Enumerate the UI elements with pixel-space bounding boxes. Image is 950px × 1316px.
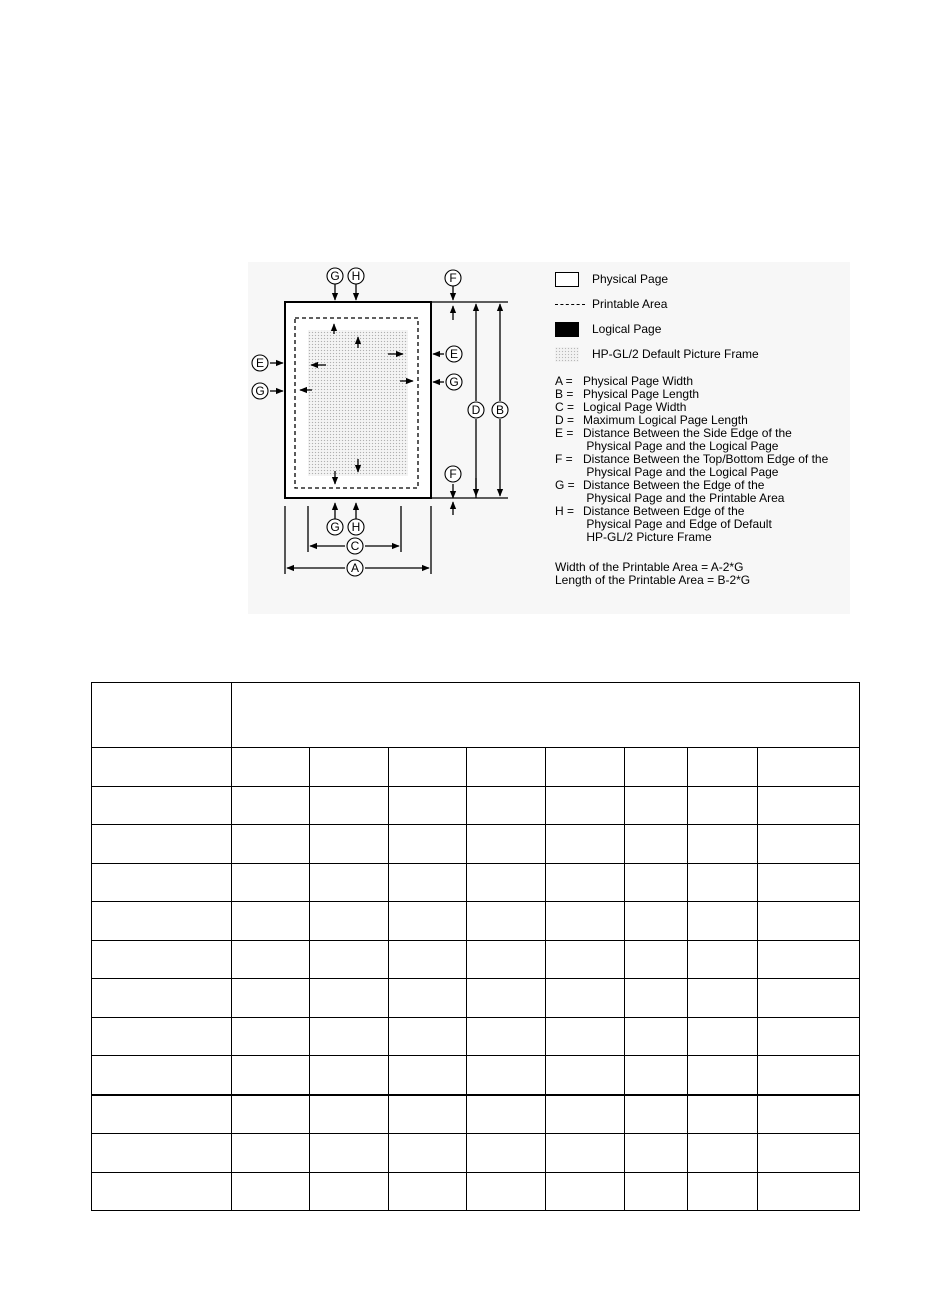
table-row (92, 863, 860, 902)
callout-g-left (252, 383, 268, 399)
table-cell (310, 825, 389, 864)
table-cell (389, 1056, 467, 1095)
table-cell (310, 940, 389, 979)
table-cell (389, 1134, 467, 1173)
table-cell (688, 863, 758, 902)
table-row (92, 748, 860, 787)
table-cell (688, 1172, 758, 1211)
callout-g-bottom (327, 519, 343, 535)
table-cell (389, 1095, 467, 1134)
table-cell (389, 1172, 467, 1211)
formulas (555, 561, 855, 587)
table-cell (389, 979, 467, 1018)
callout-e-left (252, 355, 268, 371)
table-row-label (92, 1172, 232, 1211)
table-cell (232, 1134, 310, 1173)
table-cell (688, 825, 758, 864)
table-cell (546, 1095, 625, 1134)
legend-item-logical-page (555, 320, 855, 345)
table-cell (310, 863, 389, 902)
table-cell (625, 940, 688, 979)
table-cell (758, 902, 860, 941)
svg-text:E: E (449, 347, 459, 361)
table-row-label (92, 979, 232, 1018)
callout-c (347, 538, 363, 554)
table-cell (546, 940, 625, 979)
table-cell (467, 748, 546, 787)
table-row-label (92, 1017, 232, 1056)
table-cell (310, 1017, 389, 1056)
table-cell (232, 940, 310, 979)
table-cell (688, 940, 758, 979)
page-dimension-diagram (248, 262, 548, 614)
table-row-label (92, 1134, 232, 1173)
table-cell (758, 979, 860, 1018)
formula-length: Length of the Printable Area = B-2*G (555, 573, 751, 587)
definition-c: C = Logical Page Width (555, 400, 687, 414)
definition-b: B = Physical Page Length (555, 387, 700, 401)
table-row (92, 1017, 860, 1056)
table-row (92, 979, 860, 1018)
legend-item-picture-frame (555, 345, 855, 370)
table-row-label (92, 1056, 232, 1095)
table-cell (389, 1017, 467, 1056)
table-row (92, 825, 860, 864)
svg-text:G: G (330, 520, 340, 534)
svg-text:A: A (350, 561, 360, 575)
table-cell (688, 902, 758, 941)
table-header-cell (92, 683, 232, 748)
table-cell (467, 1017, 546, 1056)
table-cell (389, 786, 467, 825)
table-row (92, 940, 860, 979)
svg-text:F: F (449, 271, 457, 285)
table-cell (467, 1056, 546, 1095)
svg-text:F: F (449, 467, 457, 481)
table-cell (758, 1056, 860, 1095)
table-cell (389, 748, 467, 787)
table-cell (758, 1017, 860, 1056)
table-cell (310, 748, 389, 787)
svg-text:H: H (351, 520, 361, 534)
table-cell (758, 825, 860, 864)
table-cell (232, 979, 310, 1018)
logical-page-swatch (555, 322, 579, 337)
table-cell (546, 979, 625, 1018)
table-cell (232, 863, 310, 902)
table-cell (688, 1056, 758, 1095)
picture-frame-area (308, 330, 408, 476)
table-cell (389, 863, 467, 902)
table-cell (546, 825, 625, 864)
table-cell (389, 940, 467, 979)
table-cell (758, 1095, 860, 1134)
callout-f-top (445, 270, 461, 286)
table-cell (467, 902, 546, 941)
svg-text:H: H (351, 269, 361, 283)
table-cell (688, 1095, 758, 1134)
table-cell (467, 1095, 546, 1134)
svg-text:C: C (350, 539, 360, 553)
table-cell (310, 979, 389, 1018)
svg-text:E: E (255, 356, 265, 370)
table-cell (758, 940, 860, 979)
callout-g-top (327, 268, 343, 284)
table-row-label (92, 786, 232, 825)
table-row-label (92, 1095, 232, 1134)
table-cell (232, 1172, 310, 1211)
table-row (92, 902, 860, 941)
table-cell (546, 1172, 625, 1211)
legend-item-printable-area (555, 295, 855, 320)
table-row-label (92, 825, 232, 864)
table-cell (758, 748, 860, 787)
table-cell (625, 863, 688, 902)
picture-frame-swatch (555, 347, 579, 362)
table-cell (232, 786, 310, 825)
table-cell (467, 940, 546, 979)
table-cell (625, 1095, 688, 1134)
table-cell (758, 1134, 860, 1173)
table-cell (467, 1172, 546, 1211)
table-cell (389, 902, 467, 941)
table-cell (625, 1056, 688, 1095)
table-cell (467, 1134, 546, 1173)
table-row (92, 1095, 860, 1134)
legend-label: Printable Area (592, 297, 668, 311)
svg-text:G: G (255, 384, 265, 398)
table-cell (625, 902, 688, 941)
table-cell (625, 979, 688, 1018)
callout-b (492, 402, 508, 418)
callout-f-bottom (445, 466, 461, 482)
table-cell (310, 902, 389, 941)
legend-label: HP-GL/2 Default Picture Frame (592, 347, 759, 361)
callout-a (347, 560, 363, 576)
table-cell (688, 1134, 758, 1173)
table-cell (310, 1172, 389, 1211)
table-cell (467, 979, 546, 1018)
table-cell (688, 979, 758, 1018)
printable-area-swatch (555, 304, 585, 305)
dimensions-table (91, 682, 860, 1211)
table-cell (625, 1017, 688, 1056)
definition-e: E = Distance Between the Side Edge of the Physical Page and the Logical Page (555, 426, 792, 453)
formula-width: Width of the Printable Area = A-2*G (555, 560, 744, 574)
callout-h-top (348, 268, 364, 284)
table-cell (232, 1017, 310, 1056)
table-cell (310, 1134, 389, 1173)
legend-item-physical-page (555, 270, 855, 295)
definition-d: D = Maximum Logical Page Length (555, 413, 748, 427)
definition-f: F = Distance Between the Top/Bottom Edge of the Physical Page and the Logical Page (555, 452, 829, 479)
table-row (92, 786, 860, 825)
legend-label: Physical Page (592, 272, 669, 286)
legend (555, 270, 855, 587)
table-cell (310, 786, 389, 825)
table-cell (467, 863, 546, 902)
table-header-row (92, 683, 860, 748)
table-cell (389, 825, 467, 864)
callout-e-right (446, 346, 462, 362)
table-cell (310, 1056, 389, 1095)
physical-page-swatch (555, 272, 579, 287)
definitions-list (555, 375, 855, 544)
table-cell (546, 863, 625, 902)
table-cell (232, 1095, 310, 1134)
callout-g-right (446, 374, 462, 390)
table-cell (688, 748, 758, 787)
definition-h: H = Distance Between Edge of the Physical Page and Edge of Default HP-GL/2 Picture Frame (555, 504, 772, 544)
table-row (92, 1056, 860, 1095)
table-row (92, 1134, 860, 1173)
table-cell (625, 1172, 688, 1211)
table-cell (232, 825, 310, 864)
table-row-label (92, 902, 232, 941)
table-cell (688, 786, 758, 825)
definition-g: G = Distance Between the Edge of the Physical Page and the Printable Area (555, 478, 785, 505)
svg-text:G: G (449, 375, 459, 389)
table-row-label (92, 863, 232, 902)
svg-text:B: B (495, 403, 505, 417)
table-cell (625, 748, 688, 787)
callout-d (468, 402, 484, 418)
table-cell (310, 1095, 389, 1134)
table-cell (546, 748, 625, 787)
table-cell (546, 1017, 625, 1056)
table-cell (546, 786, 625, 825)
table-cell (625, 1134, 688, 1173)
legend-label: Logical Page (592, 322, 662, 336)
definition-a: A = Physical Page Width (555, 374, 694, 388)
table-cell (467, 825, 546, 864)
table-cell (232, 1056, 310, 1095)
table-cell (625, 786, 688, 825)
svg-text:D: D (471, 403, 481, 417)
svg-text:G: G (330, 269, 340, 283)
table-row-label (92, 748, 232, 787)
callout-h-bottom (348, 519, 364, 535)
table-cell (546, 1056, 625, 1095)
table-row (92, 1172, 860, 1211)
page-dimension-figure (248, 262, 850, 614)
table-cell (546, 902, 625, 941)
table-row-label (92, 940, 232, 979)
table-cell (232, 748, 310, 787)
table-header-cell (232, 683, 860, 748)
table-cell (758, 863, 860, 902)
table-cell (758, 1172, 860, 1211)
table-cell (232, 902, 310, 941)
table-cell (546, 1134, 625, 1173)
table-cell (688, 1017, 758, 1056)
table-cell (467, 786, 546, 825)
table-cell (758, 786, 860, 825)
table-cell (625, 825, 688, 864)
